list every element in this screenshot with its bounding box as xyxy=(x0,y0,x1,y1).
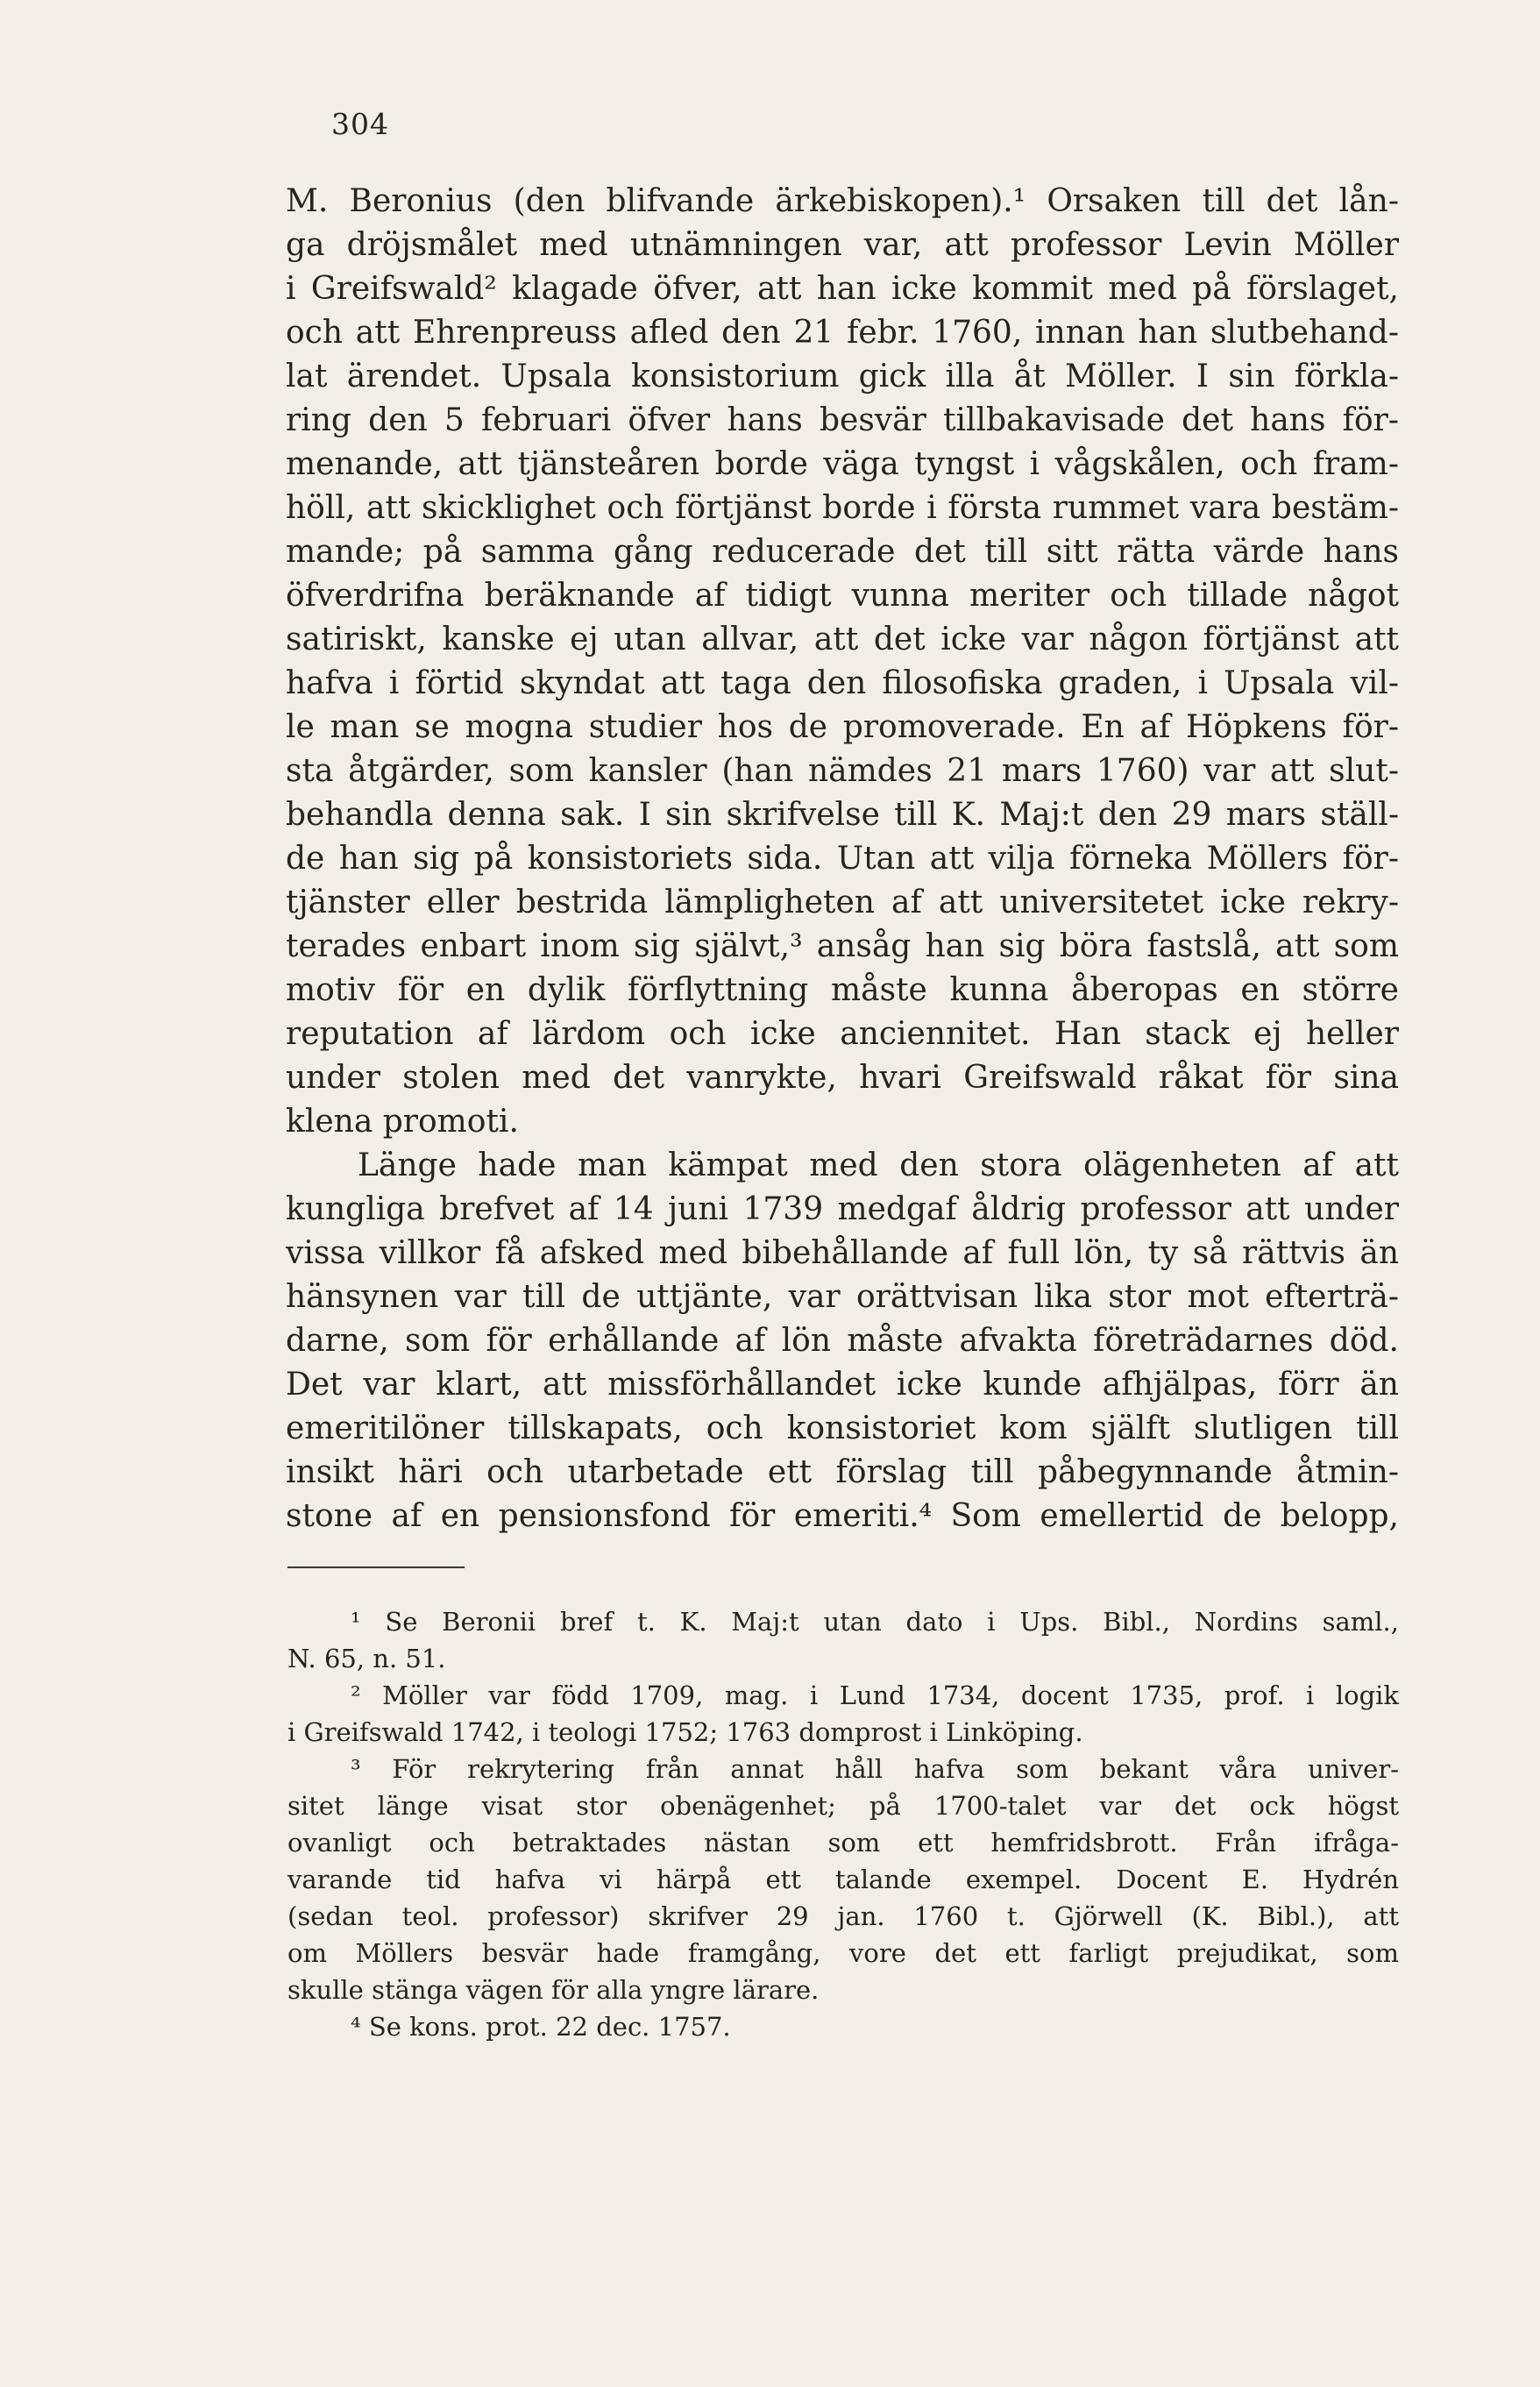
body-line: lat ärendet. Upsala konsistorium gick illa åt Möller. I sin förkla- xyxy=(286,359,1399,394)
footnote-line: varande tid hafva vi härpå ett talande exempel. Docent E. Hydrén xyxy=(287,1865,1399,1894)
body-line: under stolen med det vanrykte, hvari Greifswald råkat för sina xyxy=(286,1060,1399,1096)
footnote-line: sitet länge visat stor obenägenhet; på 1700-talet var det ock högst xyxy=(287,1791,1399,1821)
page-number: 304 xyxy=(331,107,389,141)
body-line: stone af en pensionsfond för emeriti.⁴ Som emellertid de belopp, xyxy=(286,1498,1399,1534)
body-line: darne, som för erhållande af lön måste afvakta företrädarnes död. xyxy=(286,1323,1399,1359)
body-line: ring den 5 februari öfver hans besvär tillbakavisade det hans för- xyxy=(286,402,1399,438)
body-line: terades enbart inom sig självt,³ ansåg han sig böra fastslå, att som xyxy=(286,928,1399,964)
body-line: kungliga brefvet af 14 juni 1739 medgaf åldrig professor att under xyxy=(286,1191,1399,1227)
body-line: reputation af lärdom och icke anciennitet. Han stack ej heller xyxy=(286,1016,1399,1052)
footnote-line: ¹ Se Beronii bref t. K. Maj:t utan dato i Ups. Bibl., Nordins saml., xyxy=(351,1607,1399,1637)
body-line: ga dröjsmålet med utnämningen var, att professor Levin Möller xyxy=(286,227,1399,263)
footnote-line: ² Möller var född 1709, mag. i Lund 1734, docent 1735, prof. i logik xyxy=(351,1680,1399,1710)
body-line: menande, att tjänsteåren borde väga tyngst i vågskålen, och fram- xyxy=(286,446,1399,482)
body-line: insikt häri och utarbetade ett förslag till påbegynnande åtmin- xyxy=(286,1454,1399,1490)
body-line: klena promoti. xyxy=(286,1104,519,1140)
footnote-line: om Möllers besvär hade framgång, vore det ett farligt prejudikat, som xyxy=(287,1938,1399,1968)
body-line: M. Beronius (den blifvande ärkebiskopen).¹ Orsaken till det lån- xyxy=(286,183,1399,219)
footnote-line: ³ För rekrytering från annat håll hafva som bekant våra univer- xyxy=(351,1754,1399,1784)
body-line: motiv för en dylik förflyttning måste kunna åberopas en större xyxy=(286,972,1399,1008)
body-line: mande; på samma gång reducerade det till sitt rätta värde hans xyxy=(286,534,1399,570)
body-line: le man se mogna studier hos de promoverade. En af Höpkens för- xyxy=(286,709,1399,745)
body-line: höll, att skicklighet och förtjänst borde i första rummet vara bestäm- xyxy=(286,490,1399,526)
footnote-line: ⁴ Se kons. prot. 22 dec. 1757. xyxy=(351,2012,731,2042)
footnote-line: skulle stänga vägen för alla yngre lärare. xyxy=(287,1975,820,2005)
body-line: behandla denna sak. I sin skrifvelse till K. Maj:t den 29 mars ställ- xyxy=(286,797,1399,833)
body-line: Länge hade man kämpat med den stora olägenheten af att xyxy=(358,1147,1399,1183)
body-line: öfverdrifna beräknande af tidigt vunna meriter och tillade något xyxy=(286,578,1399,614)
body-line: sta åtgärder, som kansler (han nämdes 21 mars 1760) var att slut- xyxy=(286,753,1399,789)
body-line: satiriskt, kanske ej utan allvar, att det icke var någon förtjänst att xyxy=(286,622,1399,657)
body-line: vissa villkor få afsked med bibehållande af full lön, ty så rättvis än xyxy=(286,1235,1399,1271)
body-line: hafva i förtid skyndat att taga den filosofiska graden, i Upsala vil- xyxy=(286,665,1399,701)
body-line: emeritilöner tillskapats, och konsistoriet kom själft slutligen till xyxy=(286,1410,1399,1446)
body-line: och att Ehrenpreuss afled den 21 febr. 1760, innan han slutbehand- xyxy=(286,315,1399,351)
body-line: de han sig på konsistoriets sida. Utan att vilja förneka Möllers för- xyxy=(286,841,1399,877)
body-line: tjänster eller bestrida lämpligheten af att universitetet icke rekry- xyxy=(286,884,1399,920)
footnote-line: N. 65, n. 51. xyxy=(287,1644,446,1673)
body-line: Det var klart, att missförhållandet icke kunde afhjälpas, förr än xyxy=(286,1367,1399,1403)
footnote-line: (sedan teol. professor) skrifver 29 jan. 1760 t. Gjörwell (K. Bibl.), att xyxy=(287,1901,1399,1931)
footnote-line: i Greifswald 1742, i teologi 1752; 1763 domprost i Linköping. xyxy=(287,1717,1083,1747)
footnote-separator xyxy=(287,1566,465,1568)
body-line: hänsynen var till de uttjänte, var orättvisan lika stor mot efterträ- xyxy=(286,1279,1399,1315)
body-line: i Greifswald² klagade öfver, att han icke kommit med på förslaget, xyxy=(286,271,1399,307)
footnote-line: ovanligt och betraktades nästan som ett hemfridsbrott. Från ifråga- xyxy=(287,1828,1399,1858)
